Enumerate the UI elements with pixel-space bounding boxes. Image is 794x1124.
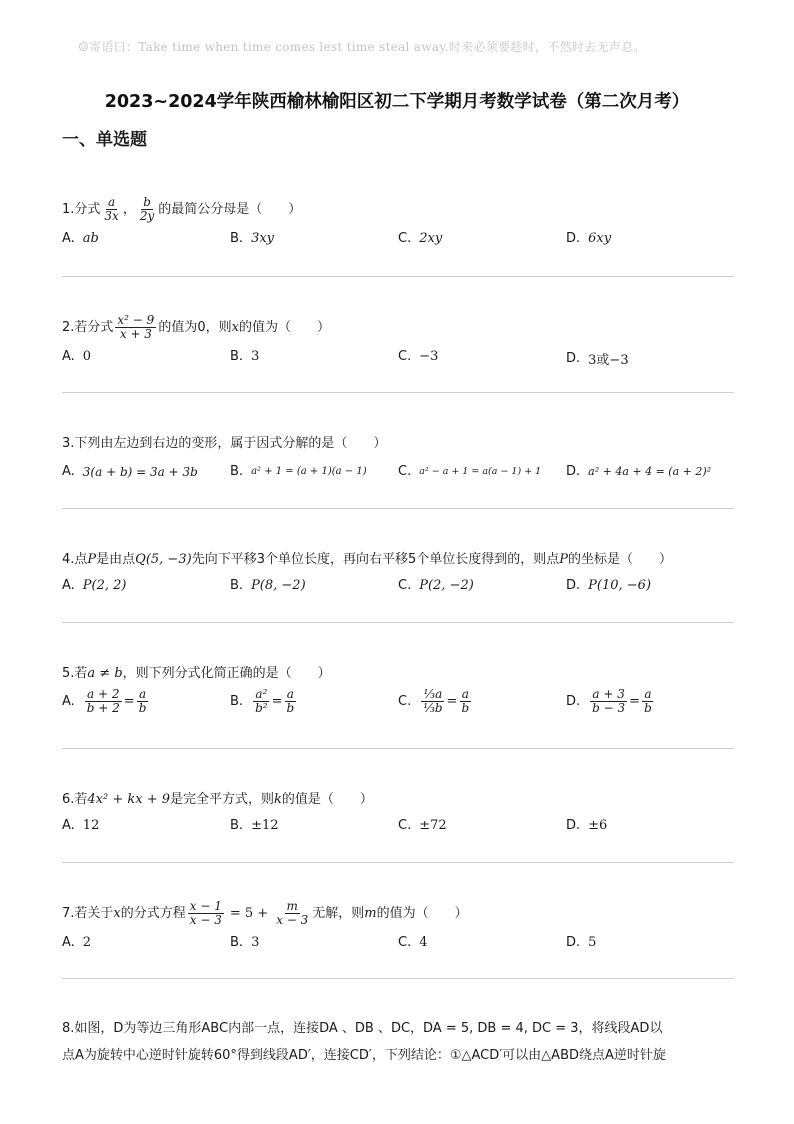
- option-a[interactable]: A. 2: [62, 935, 92, 950]
- stem-text: 的值为0，则: [158, 319, 232, 335]
- option-a[interactable]: A. 0: [62, 349, 92, 364]
- question-2: [62, 314, 734, 371]
- option-c[interactable]: C. $\frac{\text{⅓a}}{\text{⅓b}}$ = $\frac{a}{b}$: [398, 687, 470, 715]
- stem-text: 的值为（ ）: [238, 319, 330, 335]
- question-8: [62, 1015, 734, 1069]
- option-d[interactable]: D. 3或−3: [566, 351, 629, 368]
- question-3: [62, 434, 734, 486]
- option-a[interactable]: A. ab: [62, 231, 99, 246]
- stem-text: 3.下列由左边到右边的变形，属于因式分解的是（ ）: [62, 436, 387, 451]
- stem-text: 2.若分式: [62, 319, 114, 335]
- stem-text: 的最简公分母是（ ）: [158, 201, 302, 217]
- question-5: [62, 664, 734, 728]
- option-b[interactable]: B. a² + 1 = (a + 1)(a − 1): [230, 464, 367, 479]
- variable: k: [274, 792, 282, 807]
- fraction: $\frac{x - 1}{x - 3}$: [189, 899, 222, 927]
- stem-text: ，则下列分式化简正确的是（ ）: [122, 666, 331, 681]
- stem-line: 点A为旋转中心逆时针旋转60°得到线段AD′，连接CD′，下列结论：①△ACD′可以由△ABD绕点A逆时针旋: [62, 1048, 666, 1063]
- variable: m: [364, 905, 377, 921]
- option-a[interactable]: A. 12: [62, 818, 100, 833]
- option-b[interactable]: B. 3: [230, 935, 260, 950]
- page-title: 2023~2024学年陕西榆林榆阳区初二下学期月考数学试卷（第二次月考）: [104, 92, 690, 112]
- variable: x: [113, 905, 121, 921]
- stem-text: 的分式方程: [120, 905, 186, 921]
- point-label: P: [559, 552, 568, 567]
- option-d[interactable]: D. P(10, −6): [566, 578, 652, 593]
- section-heading: 一、单选题: [62, 130, 147, 150]
- divider: [62, 748, 734, 749]
- option-c[interactable]: C. ±72: [398, 818, 447, 833]
- stem-text: 4.点: [62, 552, 88, 567]
- motto-watermark: ☺寄语曰：Take time when time comes lest time steal away.时来必须要趁时，不然时去无声息。: [78, 40, 646, 54]
- stem-text: 5.若: [62, 666, 88, 681]
- stem-text: 的值是（ ）: [281, 792, 373, 807]
- option-b[interactable]: B. 3: [230, 349, 260, 364]
- option-b[interactable]: B. $\frac{\text{a²}}{\text{b²}}$ = $\frac{a}{b}$: [230, 687, 295, 715]
- expression: 4x² + kx + 9: [87, 792, 171, 807]
- question-4: [62, 550, 734, 600]
- question-7: [62, 900, 734, 957]
- variable: x: [231, 319, 239, 335]
- option-c[interactable]: C. P(2, −2): [398, 578, 474, 593]
- condition: a ≠ b: [87, 666, 123, 681]
- divider: [62, 392, 734, 393]
- stem-text: 是由点: [96, 552, 136, 567]
- divider: [62, 508, 734, 509]
- stem-text: 的值为（ ）: [376, 905, 468, 921]
- separator: ，: [122, 201, 136, 217]
- option-d[interactable]: D. 5: [566, 935, 597, 950]
- fraction: $\frac{a}{3x}$: [104, 195, 119, 223]
- stem-text: 先向下平移3个单位长度，再向右平移5个单位长度得到的，则点: [191, 552, 560, 567]
- fraction: $\frac{b}{2y}$: [139, 195, 155, 223]
- point-label: P: [87, 552, 97, 567]
- option-a[interactable]: A. 3(a + b) = 3a + 3b: [62, 464, 198, 479]
- option-d[interactable]: D. a² + 4a + 4 = (a + 2)²: [566, 464, 712, 479]
- option-d[interactable]: D. ±6: [566, 818, 608, 833]
- option-c[interactable]: C. a² − a + 1 = a(a − 1) + 1: [398, 464, 542, 479]
- equation-part: = 5 +: [229, 905, 269, 921]
- stem-text: 无解，则: [312, 905, 365, 921]
- divider: [62, 862, 734, 863]
- option-d[interactable]: D. 6xy: [566, 231, 612, 246]
- option-a[interactable]: A. P(2, 2): [62, 578, 127, 593]
- option-b[interactable]: B. 3xy: [230, 231, 275, 246]
- option-a[interactable]: A. $\frac{a + 2}{b + 2}$ = $\frac{a}{b}$: [62, 687, 147, 715]
- point-label: Q(5, −3): [135, 552, 192, 567]
- option-b[interactable]: B. ±12: [230, 818, 279, 833]
- stem-text: 6.若: [62, 792, 88, 807]
- option-d[interactable]: D. $\frac{a + 3}{b - 3}$ = $\frac{a}{b}$: [566, 687, 652, 715]
- option-c[interactable]: C. 4: [398, 935, 428, 950]
- divider: [62, 622, 734, 623]
- question-1: [62, 196, 734, 253]
- stem-text: 的坐标是（ ）: [567, 552, 672, 567]
- divider: [62, 276, 734, 277]
- stem-text: 7.若关于: [62, 905, 114, 921]
- stem-text: 1.分式: [62, 201, 101, 217]
- option-c[interactable]: C. −3: [398, 349, 439, 364]
- option-c[interactable]: C. 2xy: [398, 231, 443, 246]
- question-6: [62, 790, 734, 840]
- stem-text: 是完全平方式，则: [170, 792, 275, 807]
- option-b[interactable]: B. P(8, −2): [230, 578, 306, 593]
- fraction: $\frac{\text{x² − 9}}{x + 3}$: [117, 313, 155, 341]
- fraction: $\frac{m}{x - 3}$: [276, 899, 309, 927]
- divider: [62, 978, 734, 979]
- stem-line: 8.如图，D为等边三角形ABC内部一点，连接DA 、DB 、DC，DA = 5, DB = 4, DC = 3，将线段AD以: [62, 1021, 663, 1036]
